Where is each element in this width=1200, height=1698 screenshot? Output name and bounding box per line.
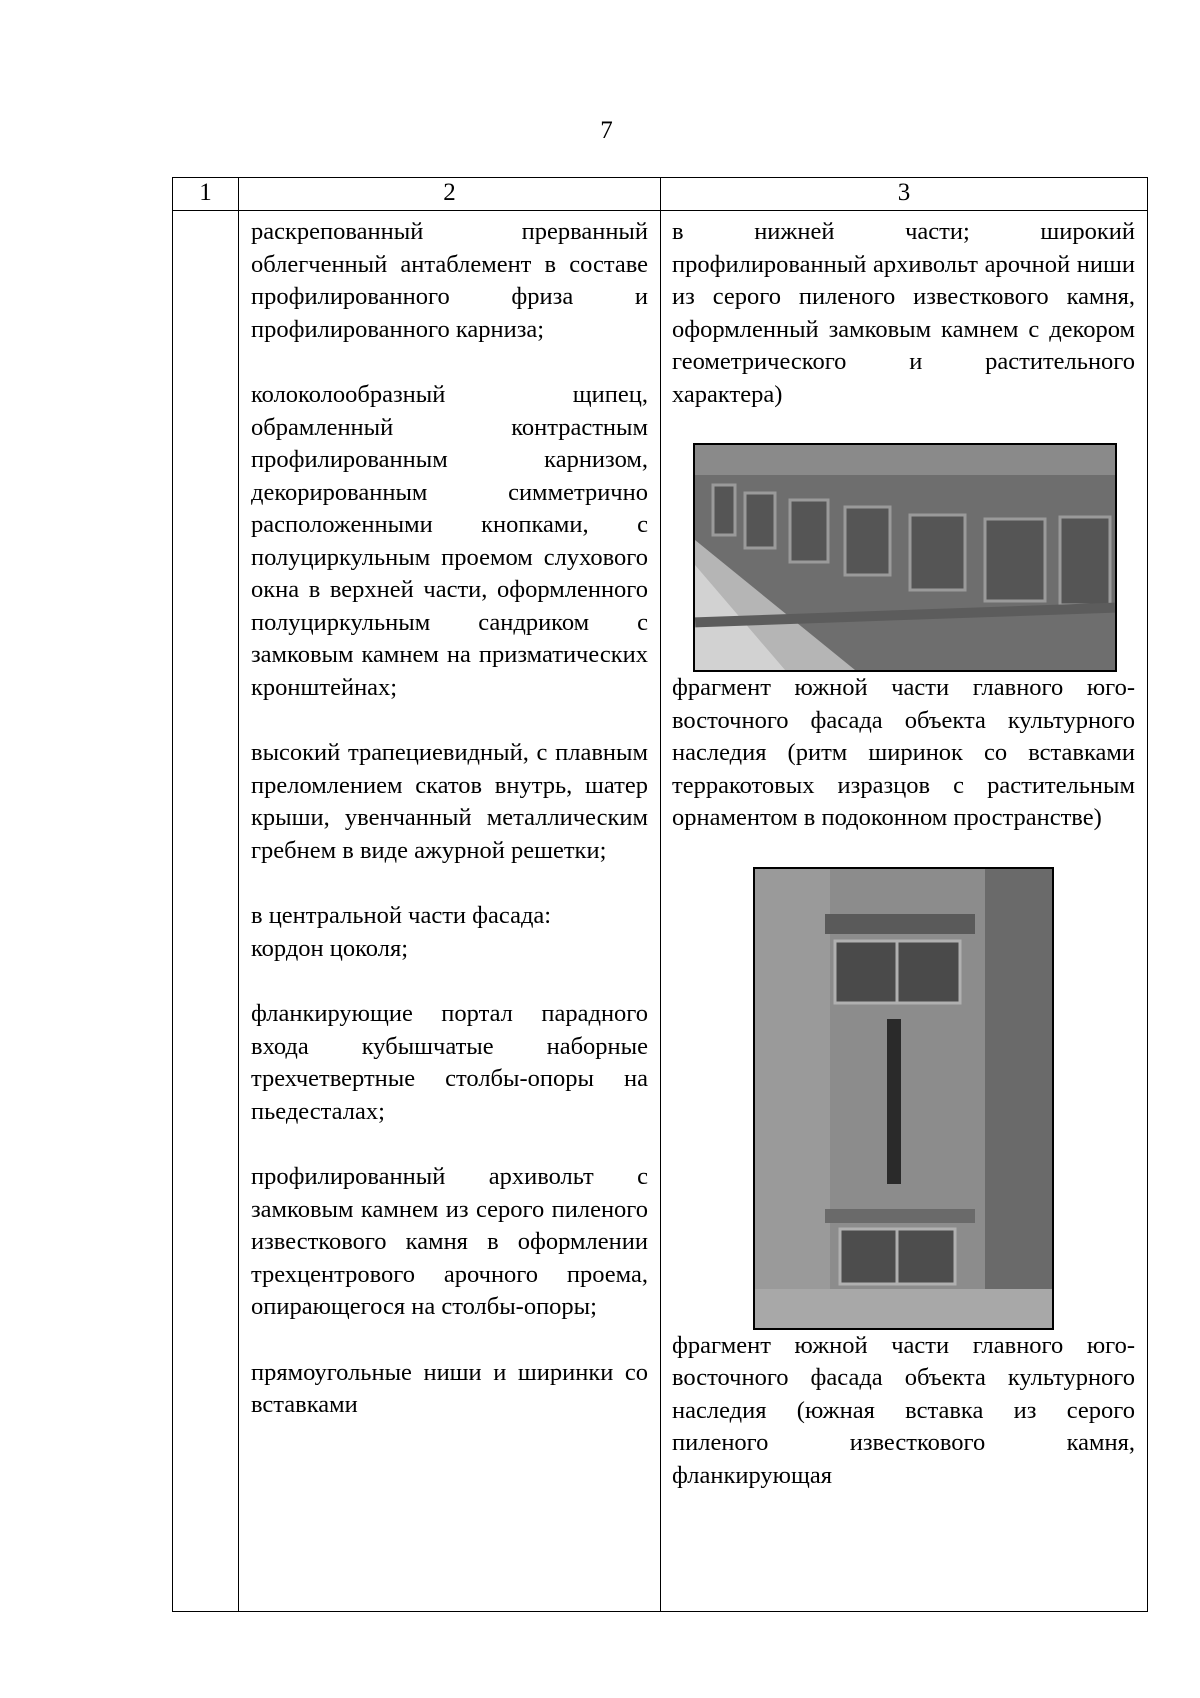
description-cell bbox=[239, 211, 661, 1612]
para-entablature: раскрепованный прерванный облегченный антаблемент в составе профилированного фриза и профилированного карниза; bbox=[251, 218, 648, 343]
page-number: 7 bbox=[600, 117, 613, 144]
body-row bbox=[173, 211, 1148, 1612]
para-pillars: фланкирующие портал парадного входа кубышчатые наборные трехчетвертные столбы-опоры на пьедесталах; bbox=[251, 1000, 648, 1125]
para-archivolt-niche: в нижней части; широкий профилированный архивольт арочной ниши из серого пиленого известкового камня, оформленный замковым камнем с декором геометрического и растительного характера) bbox=[672, 218, 1135, 408]
header-col-3: 3 bbox=[661, 178, 1148, 211]
para-roof: высокий трапециевидный, с плавным преломлением скатов внутрь, шатер крыши, увенчанный металлическим гребнем в виде ажурной решетки; bbox=[251, 739, 648, 864]
caption-photo-2: фрагмент южной части главного юго-восточного фасада объекта культурного наследия (южная вставка из серого пиленого известкового камня, фланкирующая bbox=[672, 1331, 1135, 1489]
caption-photo-1: фрагмент южной части главного юго-восточного фасада объекта культурного наследия (ритм ширинок со вставками терракотовых изразцов с растительным орнаментом в подоконном пространстве) bbox=[672, 674, 1135, 831]
facade-fragment-photo-2 bbox=[753, 867, 1054, 1330]
heritage-table bbox=[172, 177, 1148, 1612]
header-col-1: 1 bbox=[173, 178, 239, 211]
facade-fragment-photo-1 bbox=[693, 443, 1117, 672]
stone-insert-image bbox=[755, 869, 1052, 1328]
number-cell bbox=[173, 211, 239, 1612]
illustration-cell bbox=[661, 211, 1148, 1612]
para-gable: колоколообразный щипец, обрамленный контрастным профилированным карнизом, декорированным симметрично расположенными кнопками, с полуциркульным проемом слухового окна в верхней части, оформленного полуциркульным сандриком с замковым камнем на призматических кронштейнах; bbox=[251, 381, 648, 701]
header-row bbox=[173, 178, 1148, 211]
para-plinth: кордон цоколя; bbox=[251, 934, 409, 962]
para-archivolt: профилированный архивольт с замковым камнем из серого пиленого известкового камня в оформлении трехцентрового арочного проема, опирающегося на столбы-опоры; bbox=[251, 1163, 648, 1320]
para-niches: прямоугольные ниши и ширинки со вставками bbox=[251, 1358, 648, 1418]
facade-wall-image bbox=[695, 445, 1115, 670]
header-col-2: 2 bbox=[239, 178, 661, 211]
para-central-heading: в центральной части фасада: bbox=[251, 902, 552, 929]
